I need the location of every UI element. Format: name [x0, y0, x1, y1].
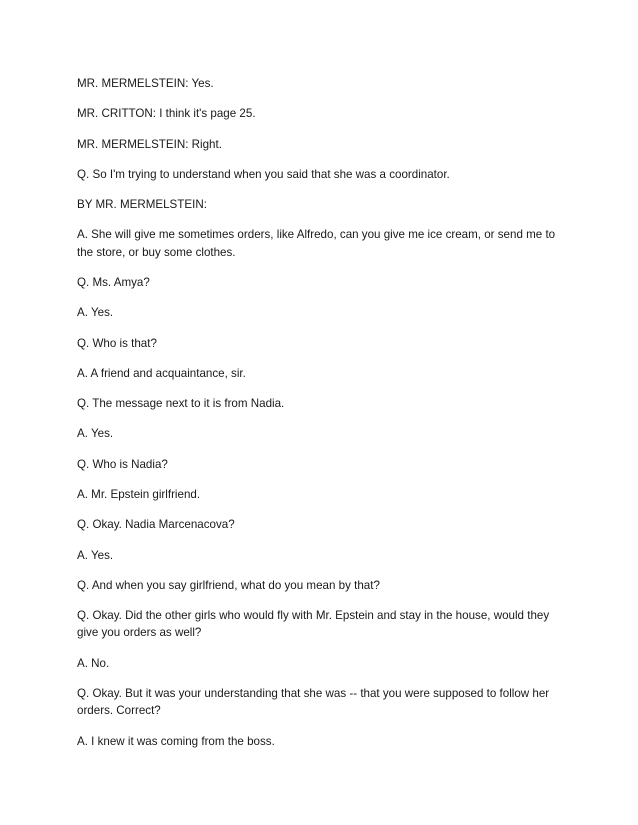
- transcript-line: A. A friend and acquaintance, sir.: [77, 366, 246, 380]
- transcript-line: BY MR. MERMELSTEIN:: [77, 198, 207, 212]
- transcript-line: A. Yes.: [77, 306, 114, 320]
- transcript-line: MR. MERMELSTEIN: Yes.: [77, 77, 214, 90]
- transcript-line: Q. Okay. Did the other girls who would fly with Mr. Epstein and stay in the house, would they give you orders as well?: [77, 609, 550, 640]
- transcript-line: MR. CRITTON: I think it's page 25.: [77, 107, 256, 121]
- transcript-line: A. Mr. Epstein girlfriend.: [77, 488, 201, 502]
- transcript-line: MR. MERMELSTEIN: Right.: [77, 137, 222, 151]
- transcript-line: Q. Ms. Amya?: [77, 275, 150, 289]
- transcript-line: Q. Okay. But it was your understanding that she was -- that you were supposed to follow her orders. Correct?: [77, 687, 550, 718]
- transcript-line: Q. Okay. Nadia Marcenacova?: [77, 518, 235, 532]
- transcript-line: Q. The message next to it is from Nadia.: [77, 397, 285, 411]
- transcript-line: Q. And when you say girlfriend, what do you mean by that?: [77, 578, 380, 592]
- transcript-line: Q. So I'm trying to understand when you said that she was a coordinator.: [77, 167, 450, 181]
- transcript-line: A. Yes.: [77, 427, 114, 441]
- transcript-line: A. I knew it was coming from the boss.: [77, 734, 275, 748]
- transcript-line: Q. Who is that?: [77, 336, 157, 350]
- transcript-line: A. She will give me sometimes orders, like Alfredo, can you give me ice cream, or send me to the store, or buy some clothes.: [77, 228, 556, 259]
- transcript-body: [77, 75, 562, 763]
- transcript-line: Q. Who is Nadia?: [77, 457, 168, 471]
- transcript-line: A. Yes.: [77, 548, 114, 562]
- transcript-line: A. No.: [77, 656, 110, 670]
